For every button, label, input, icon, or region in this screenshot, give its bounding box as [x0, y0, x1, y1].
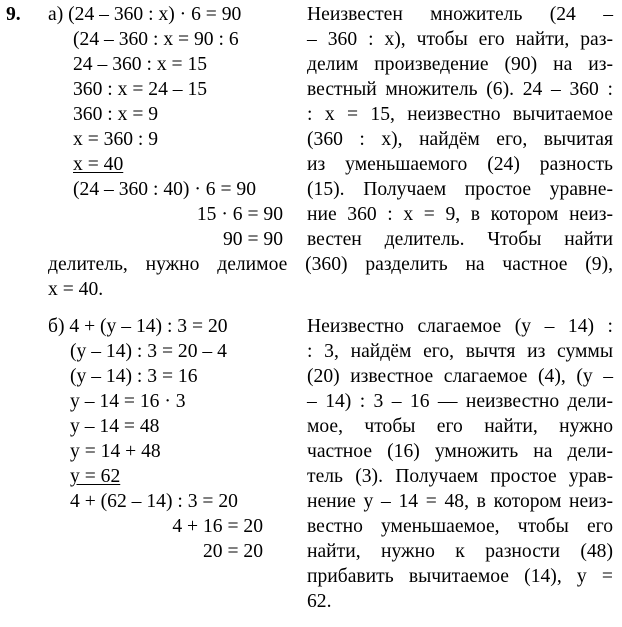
explanation-line: частное (16) умножить на дели- — [307, 441, 613, 462]
equation-line: (y – 14) : 3 = 16 — [70, 366, 198, 387]
explanation-line: (360 : x), найдём его, вычитая — [307, 129, 613, 150]
explanation-line: : 3, найдём его, вычтя из суммы — [307, 341, 613, 362]
explanation-line: нение y – 14 = 48, в котором неиз- — [307, 491, 613, 512]
check-line: 4 + 16 = 20 — [172, 516, 263, 537]
explanation-line: вестно уменьшаемое, чтобы его — [307, 516, 613, 537]
equation-line: y = 14 + 48 — [70, 441, 161, 462]
check-line: (24 – 360 : 40) · 6 = 90 — [73, 179, 257, 200]
explanation-line: – 14) : 3 – 16 — неизвестно дели- — [307, 391, 613, 412]
equation-line: (24 – 360 : x = 90 : 6 — [73, 29, 239, 50]
equation-line: 24 – 360 : x = 15 — [73, 54, 208, 75]
equation-line: (y – 14) : 3 = 20 – 4 — [70, 341, 227, 362]
equation-line: б) 4 + (y – 14) : 3 = 20 — [48, 316, 228, 337]
explanation-line: Неизвестен множитель (24 – — [307, 4, 613, 25]
exercise-number: 9. — [6, 4, 21, 25]
equation-line: y – 14 = 48 — [70, 416, 160, 437]
equation-line: y – 14 = 16 · 3 — [70, 391, 186, 412]
equation-line: 360 : x = 24 – 15 — [73, 79, 208, 100]
explanation-line: прибавить вычитаемое (14), y = — [307, 566, 613, 587]
explanation-line: (15). Получаем простое уравне- — [307, 179, 613, 200]
explanation-line: Неизвестно слагаемое (y – 14) : — [307, 316, 613, 337]
explanation-line: из уменьшаемого (24) разность — [307, 154, 613, 175]
explanation-line: вестен делитель. Чтобы найти — [307, 229, 613, 250]
equation-line: 360 : x = 9 — [73, 104, 159, 125]
explanation-line: делим произведение (90) на из- — [307, 54, 613, 75]
explanation-line: (20) известное слагаемое (4), (y – — [307, 366, 613, 387]
equation-line: x = 360 : 9 — [73, 129, 159, 150]
check-line: 15 · 6 = 90 — [196, 204, 283, 225]
explanation-line: вестный множитель (6). 24 – 360 : — [307, 79, 613, 100]
answer-line: y = 62 — [70, 466, 121, 487]
check-line: 90 = 90 — [222, 229, 283, 250]
explanation-b — [307, 314, 613, 614]
equation-line: а) (24 – 360 : x) · 6 = 90 — [48, 4, 242, 25]
explanation-line: найти, нужно к разности (48) — [307, 541, 613, 562]
explanation-a — [307, 2, 613, 252]
explanation-line-full: делитель, нужно делимое (360) разделить на частное (9), — [48, 254, 613, 275]
answer-line: x = 40 — [73, 154, 124, 175]
explanation-line: тель (3). Получаем простое урав- — [307, 466, 613, 487]
check-line: 4 + (62 – 14) : 3 = 20 — [70, 491, 238, 512]
explanation-line: мое, чтобы его найти, нужно — [307, 416, 613, 437]
explanation-line: x = 40. — [48, 279, 104, 300]
explanation-line: – 360 : x), чтобы его найти, раз- — [307, 29, 613, 50]
explanation-line: ние 360 : x = 9, в котором неиз- — [307, 204, 613, 225]
explanation-line: : x = 15, неизвестно вычитаемое — [307, 104, 613, 125]
check-line: 20 = 20 — [202, 541, 263, 562]
explanation-line: 62. — [307, 591, 332, 612]
